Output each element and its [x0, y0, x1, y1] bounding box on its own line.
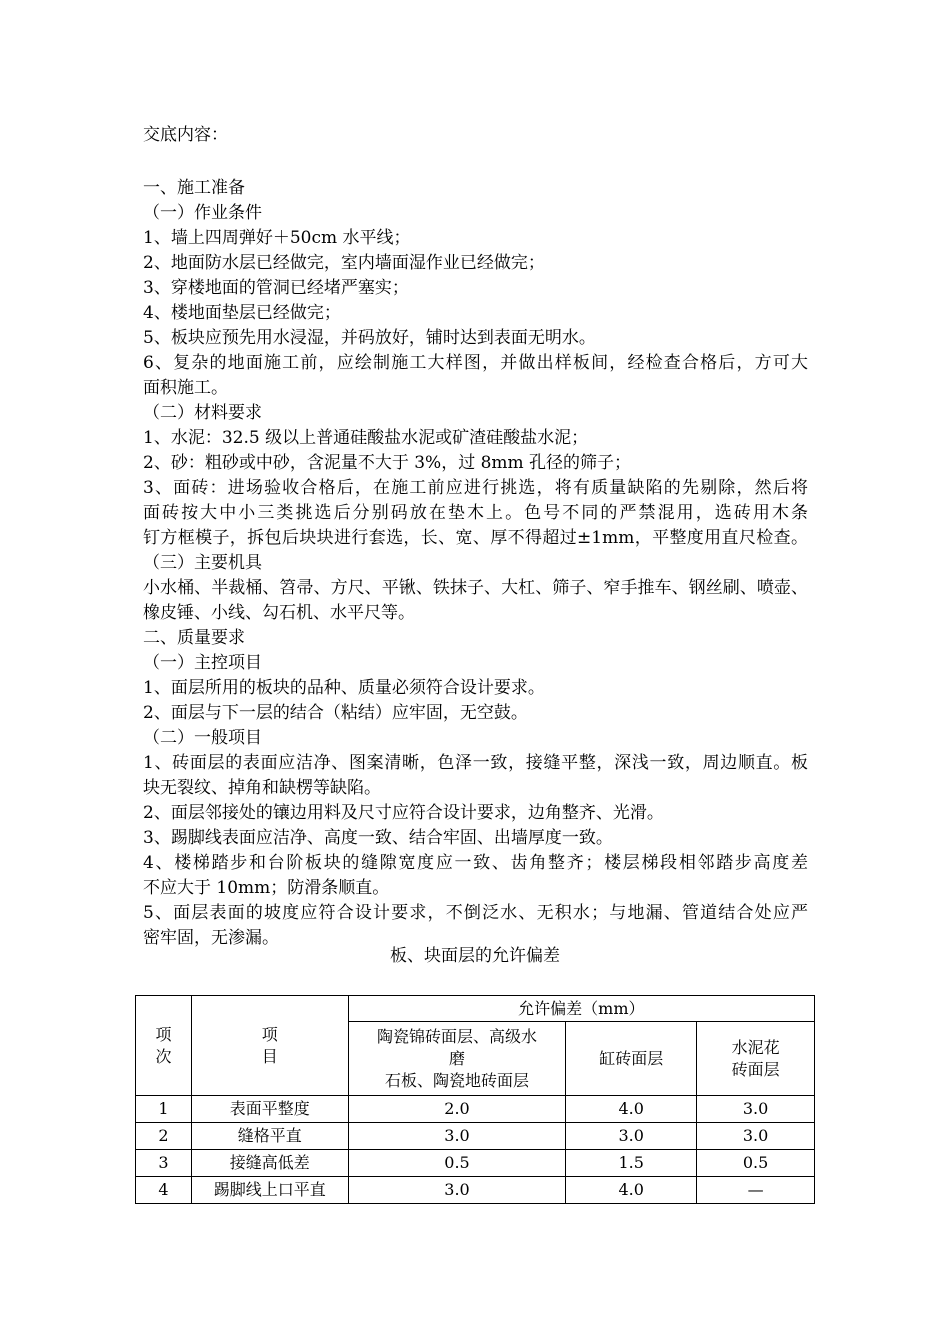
text-line: 密牢固，无渗漏。: [143, 928, 279, 948]
tolerance-table: [135, 995, 815, 1204]
header-sub1-line: 磨: [448, 1048, 465, 1068]
row-no: 2: [136, 1123, 192, 1150]
row-value: 0.5: [697, 1150, 815, 1177]
row-item: 缝格平直: [191, 1123, 348, 1150]
row-item: 踢脚线上口平直: [191, 1177, 348, 1204]
row-value: —: [697, 1177, 815, 1204]
header-tolerance-group: 允许偏差（mm）: [348, 996, 814, 1022]
section-heading: 二、质量要求: [143, 628, 245, 648]
header-sub3-line: 水泥花: [731, 1037, 780, 1057]
text-line: 面积施工。: [143, 378, 228, 398]
header-sub2-cell: 缸砖面层: [566, 1022, 697, 1096]
text-line: 小水桶、半裁桶、笤帚、方尺、平锹、铁抹子、大杠、筛子、窄手推车、钢丝刷、喷壶、: [143, 578, 808, 598]
intro-heading: 交底内容：: [143, 125, 228, 145]
header-sub3-line: 砖面层: [731, 1059, 780, 1079]
text-line: 1、面层所用的板块的品种、质量必须符合设计要求。: [143, 678, 545, 698]
text-line: 5、面层表面的坡度应符合设计要求，不倒泛水、无积水；与地漏、管道结合处应严: [143, 903, 808, 923]
header-sub3-cell: [697, 1022, 815, 1096]
text-line: 4、楼地面垫层已经做完；: [143, 303, 341, 323]
text-line: 面砖按大中小三类挑选后分别码放在垫木上。色号不同的严禁混用，选砖用木条: [143, 503, 808, 523]
text-line: 2、面层邻接处的镶边用料及尺寸应符合设计要求，边角整齐、光滑。: [143, 803, 664, 823]
text-line: 3、面砖：进场验收合格后，在施工前应进行挑选，将有质量缺陷的先剔除，然后将: [143, 478, 808, 498]
text-line: 4、楼梯踏步和台阶板块的缝隙宽度应一致、齿角整齐；楼层梯段相邻踏步高度差: [143, 853, 808, 873]
header-no-line: 次: [155, 1046, 172, 1066]
row-value: 3.0: [697, 1123, 815, 1150]
text-line: 1、砖面层的表面应洁净、图案清晰，色泽一致，接缝平整，深浅一致，周边顺直。板: [143, 753, 808, 773]
header-sub1-line: 石板、陶瓷地砖面层: [384, 1070, 529, 1090]
row-no: 3: [136, 1150, 192, 1177]
text-line: 2、面层与下一层的结合（粘结）应牢固，无空鼓。: [143, 703, 528, 723]
row-value: 1.5: [566, 1150, 697, 1177]
table-header-row: [136, 996, 815, 1022]
row-value: 4.0: [566, 1177, 697, 1204]
subsection-heading: （三）主要机具: [143, 553, 262, 573]
row-item: 接缝高低差: [191, 1150, 348, 1177]
text-line: 1、墙上四周弹好＋50cm 水平线；: [143, 228, 411, 248]
row-no: 1: [136, 1096, 192, 1123]
header-item-line: 项: [261, 1024, 278, 1044]
table-row: [136, 1177, 815, 1204]
header-sub1-line: 陶瓷锦砖面层、高级水: [376, 1026, 537, 1046]
text-line: 不应大于 10mm；防滑条顺直。: [143, 878, 390, 898]
row-value: 2.0: [348, 1096, 566, 1123]
text-line: 钉方框模子，拆包后块块进行套选，长、宽、厚不得超过±1mm，平整度用直尺检查。: [143, 528, 808, 548]
row-value: 3.0: [697, 1096, 815, 1123]
header-sub1-cell: [348, 1022, 566, 1096]
table-row: [136, 1123, 815, 1150]
table-row: [136, 1150, 815, 1177]
row-value: 3.0: [348, 1177, 566, 1204]
text-line: 橡皮锤、小线、勾石机、水平尺等。: [143, 603, 415, 623]
text-line: 6、复杂的地面施工前，应绘制施工大样图，并做出样板间，经检查合格后，方可大: [143, 353, 808, 373]
header-no-cell: [136, 996, 192, 1096]
subsection-heading: （二）一般项目: [143, 728, 262, 748]
table-title: 板、块面层的允许偏差: [390, 946, 560, 966]
text-line: 2、砂：粗砂或中砂，含泥量不大于 3%，过 8mm 孔径的筛子；: [143, 453, 632, 473]
text-line: 3、踢脚线表面应洁净、高度一致、结合牢固、出墙厚度一致。: [143, 828, 613, 848]
row-item: 表面平整度: [191, 1096, 348, 1123]
header-no-line: 项: [155, 1024, 172, 1044]
text-line: 块无裂纹、掉角和缺楞等缺陷。: [143, 778, 381, 798]
text-line: 3、穿楼地面的管洞已经堵严塞实；: [143, 278, 409, 298]
row-value: 3.0: [348, 1123, 566, 1150]
row-value: 4.0: [566, 1096, 697, 1123]
row-no: 4: [136, 1177, 192, 1204]
header-item-line: 目: [261, 1046, 278, 1066]
text-line: 1、水泥：32.5 级以上普通硅酸盐水泥或矿渣硅酸盐水泥；: [143, 428, 589, 448]
text-line: 2、地面防水层已经做完，室内墙面湿作业已经做完；: [143, 253, 545, 273]
subsection-heading: （二）材料要求: [143, 403, 262, 423]
subsection-heading: （一）作业条件: [143, 203, 262, 223]
row-value: 3.0: [566, 1123, 697, 1150]
subsection-heading: （一）主控项目: [143, 653, 262, 673]
section-heading: 一、施工准备: [143, 178, 245, 198]
text-line: 5、板块应预先用水浸湿，并码放好，铺时达到表面无明水。: [143, 328, 596, 348]
header-item-cell: [191, 996, 348, 1096]
row-value: 0.5: [348, 1150, 566, 1177]
table-row: [136, 1096, 815, 1123]
